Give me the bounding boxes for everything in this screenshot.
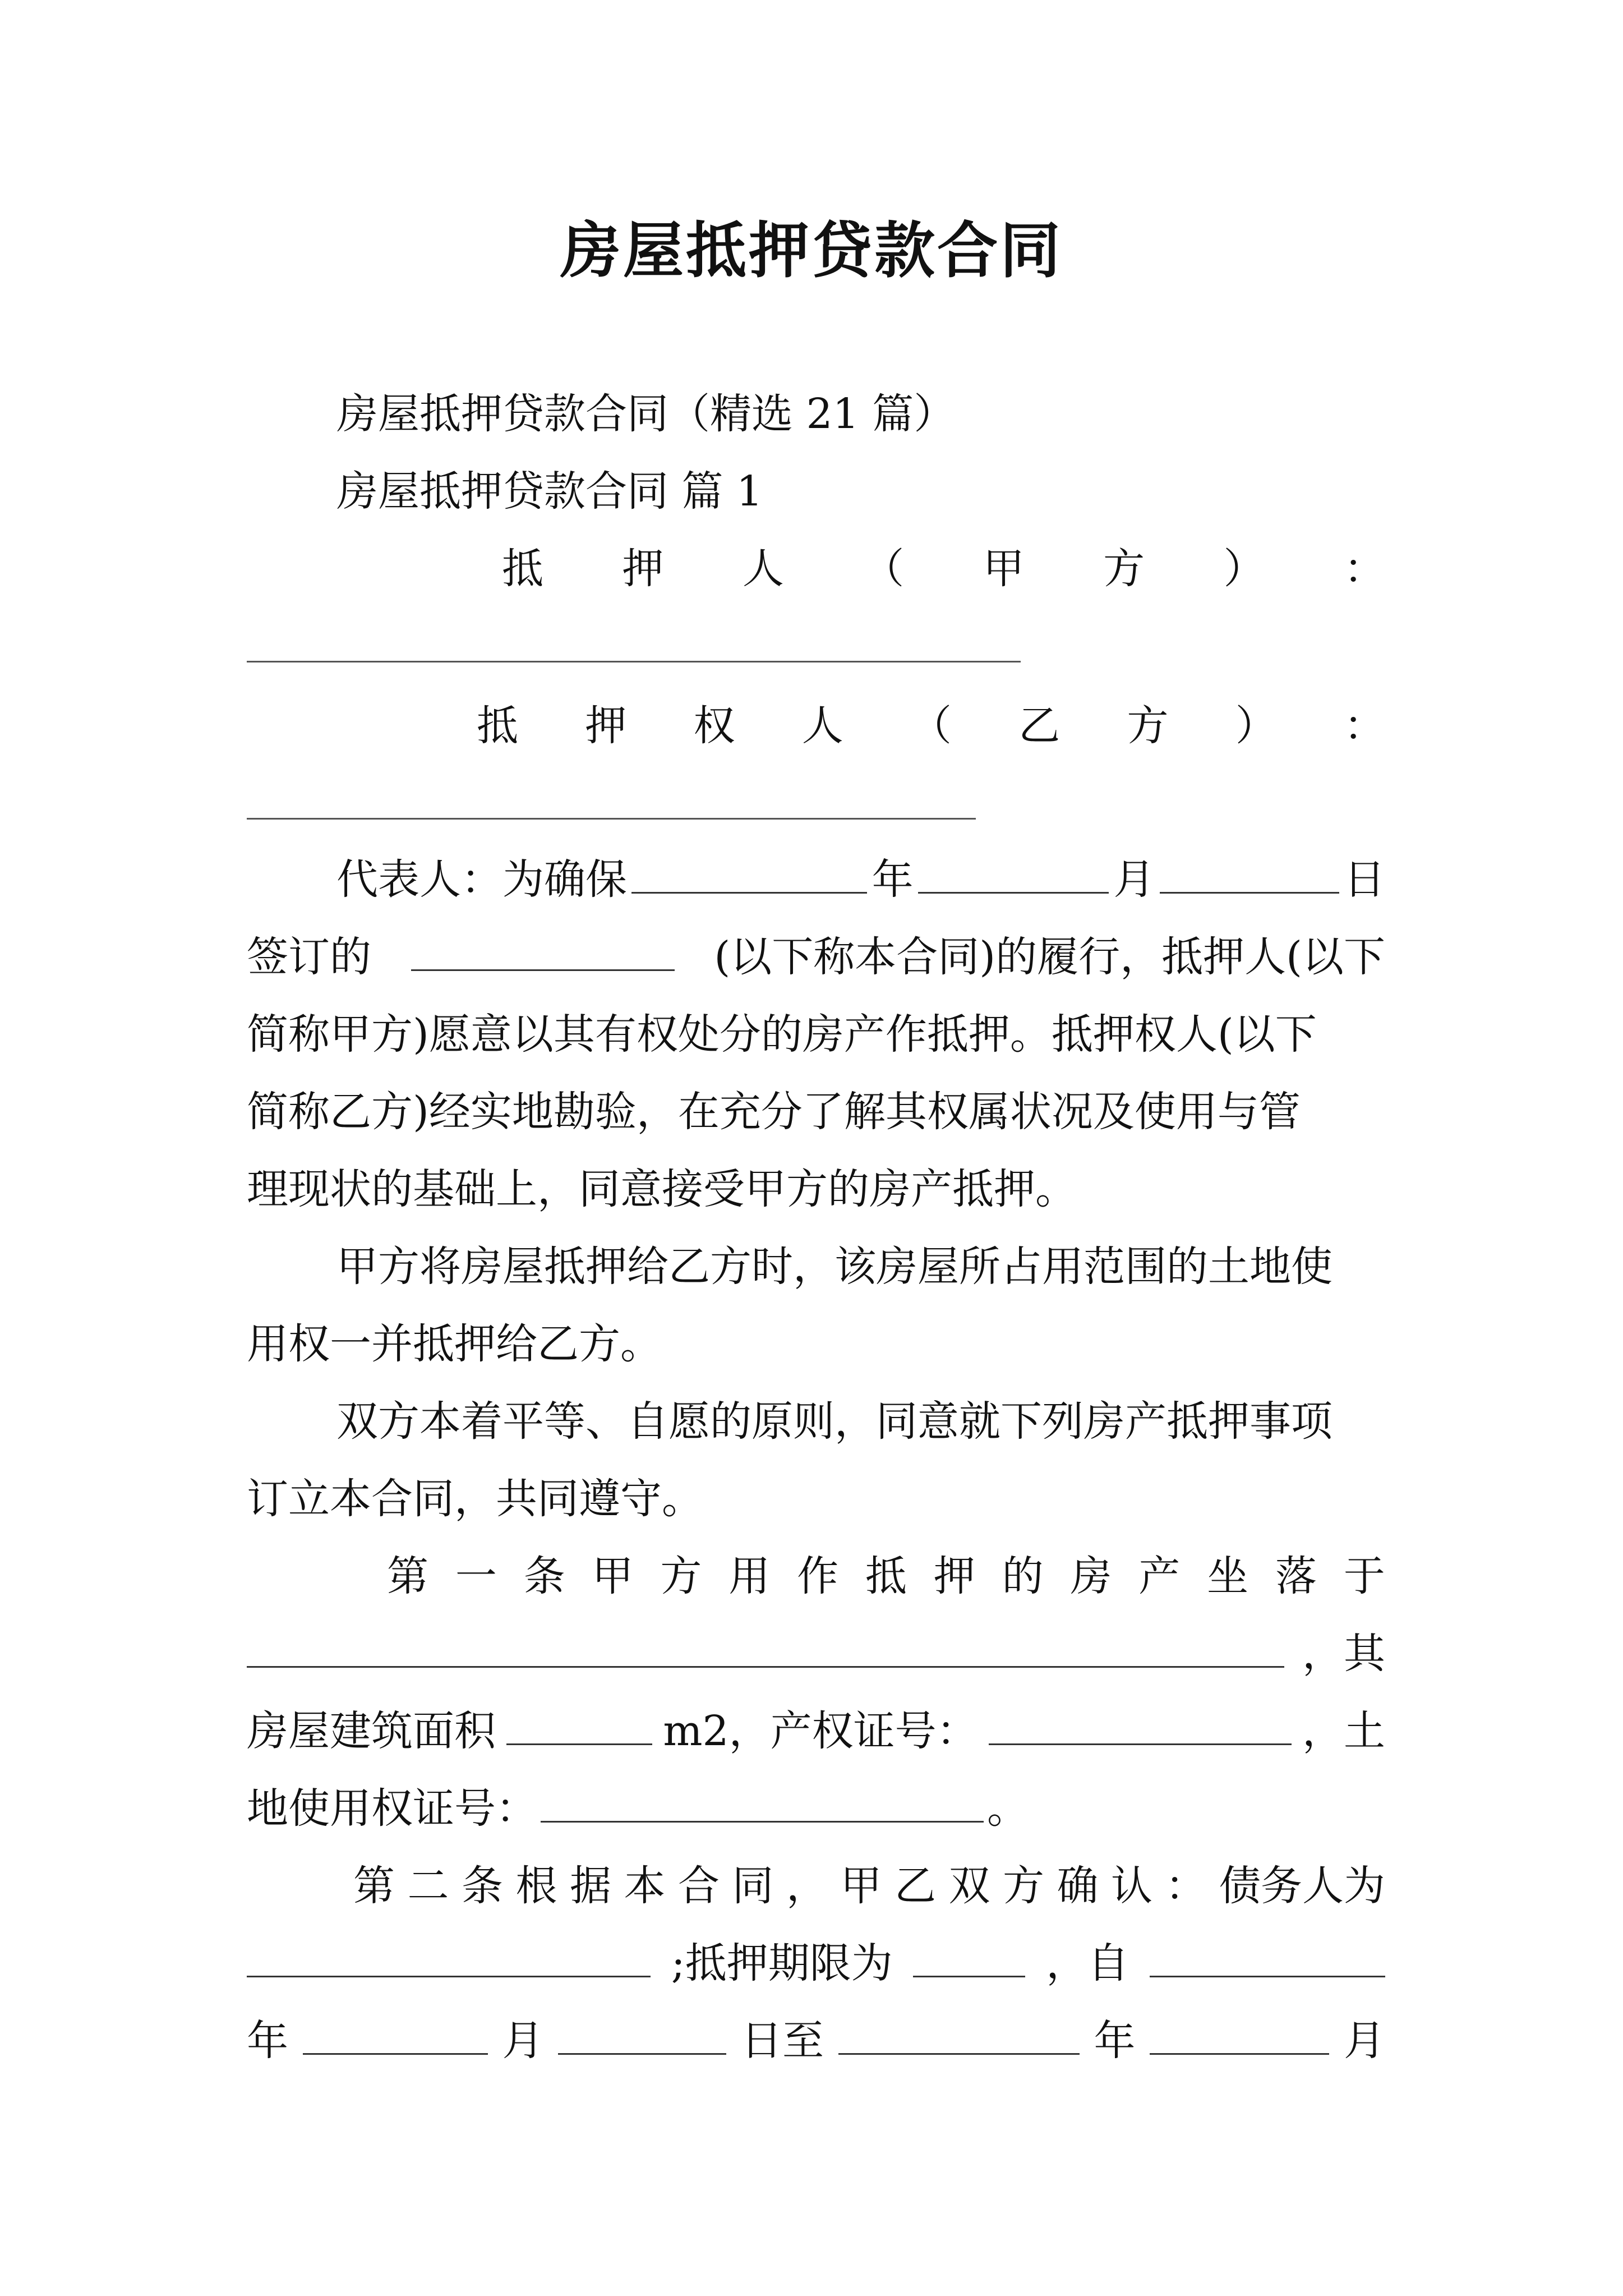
para1-line2: 签订的 (以下称本合同)的履行，抵押人(以下 bbox=[247, 930, 1385, 984]
subtitle: 房屋抵押贷款合同（精选 21 篇） bbox=[336, 390, 956, 438]
mortgagor-blank bbox=[247, 661, 1021, 662]
article2-line1: 第 二 条 根 据 本 合 同 ， 甲 乙 双 方 确 认 ： 债务人为 bbox=[353, 1862, 1385, 1910]
para1-line1: 代表人：为确保 年 月 日 bbox=[336, 853, 1385, 907]
mortgagor-label: 抵 押 人 （ 甲 方 ） ： bbox=[502, 545, 1385, 593]
article1-line2: ，其 bbox=[247, 1627, 1385, 1681]
mortgagee-label: 抵 押 权 人 （ 乙 方 ） ： bbox=[477, 702, 1385, 750]
article1-line1: 第 一 条 甲 方 用 作 抵 押 的 房 产 坐 落 于 bbox=[387, 1552, 1385, 1600]
article2-line2: ;抵押期限为 ，自 bbox=[247, 1936, 1385, 1990]
article1-line3: 房屋建筑面积 m2，产权证号： ，土 bbox=[247, 1704, 1385, 1758]
section-heading: 房屋抵押贷款合同 篇 1 bbox=[336, 467, 763, 516]
para1-line3: 简称甲方)愿意以其有权处分的房产作抵押。抵押权人(以下 bbox=[247, 1010, 1317, 1059]
para1-line5: 理现状的基础上，同意接受甲方的房产抵押。 bbox=[247, 1165, 1077, 1213]
para3-line1: 双方本着平等、自愿的原则，同意就下列房产抵押事项 bbox=[336, 1397, 1332, 1446]
doc-title: 房屋抵押贷款合同 bbox=[560, 215, 1063, 286]
para1-line4: 简称乙方)经实地勘验，在充分了解其权属状况及使用与管 bbox=[247, 1088, 1301, 1136]
article2-line3: 年 月 日至 年 月 bbox=[247, 2014, 1385, 2068]
para2-line1: 甲方将房屋抵押给乙方时，该房屋所占用范围的土地使 bbox=[336, 1243, 1332, 1291]
mortgagee-blank bbox=[247, 818, 976, 820]
article1-line4: 地使用权证号： 。 bbox=[247, 1782, 1385, 1835]
para2-line2: 用权一并抵押给乙方。 bbox=[247, 1320, 662, 1368]
para3-line2: 订立本合同，共同遵守。 bbox=[247, 1475, 703, 1523]
